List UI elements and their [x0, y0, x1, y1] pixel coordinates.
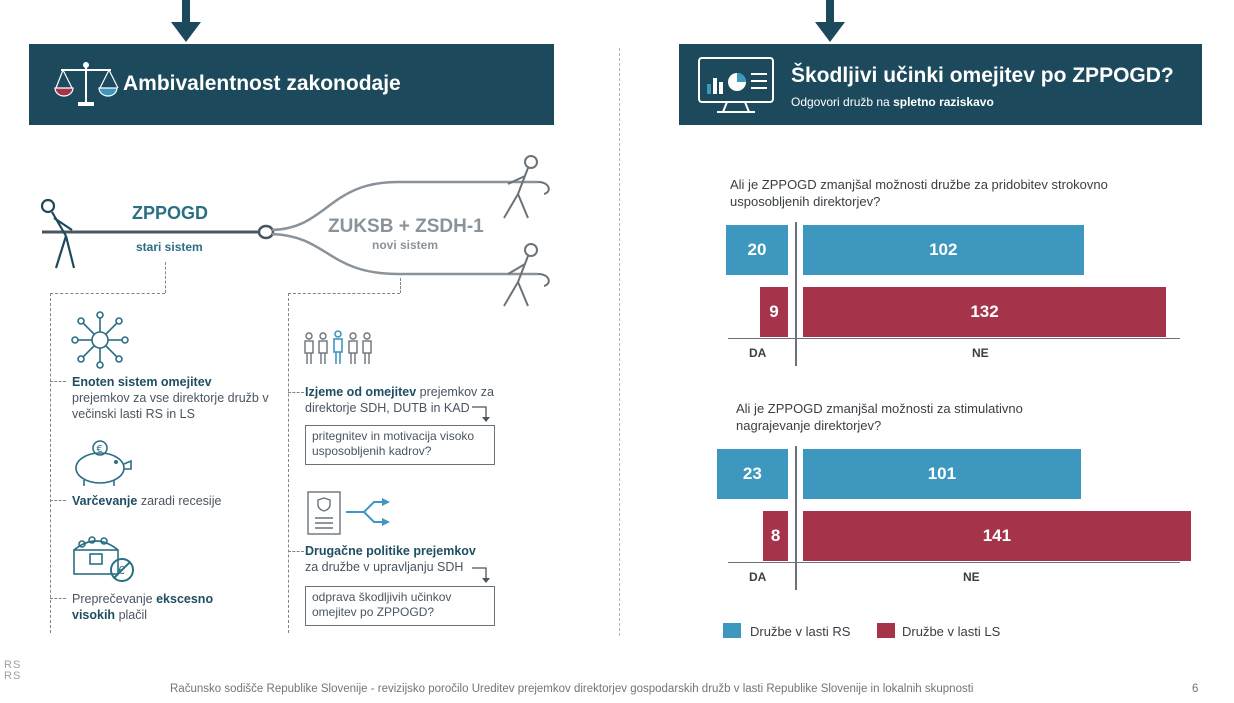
old-item-3-bold: ekscesno visokih [72, 592, 214, 622]
new-item-1-box: pritegnitev in motivacija visoko usposobljenih kadrov? [305, 425, 495, 465]
document-split-icon [302, 488, 394, 536]
chart-1-baseline [728, 338, 1180, 339]
chart-2-axis-line [795, 446, 797, 590]
old-item-1-text: prejemkov za vse direktorje družb v večinski lasti RS in LS [72, 391, 269, 421]
arrow-down-left-icon [168, 0, 204, 44]
left-banner-title: Ambivalentnost zakonodaje [123, 72, 401, 95]
bar-value: 132 [970, 302, 999, 321]
chart-1-bar-da-ls [760, 287, 788, 337]
bar-value: 141 [982, 526, 1012, 545]
chart-1-bar-da-rs [726, 225, 788, 275]
person-right-top-icon [504, 156, 549, 218]
subtitle-prefix: Odgovori družb na [791, 95, 890, 109]
old-item-2-bold: Varčevanje [72, 494, 138, 508]
left-banner [29, 44, 554, 125]
chart-2-bar-ne-ls [803, 511, 1191, 561]
new-item-1-bold: Izjeme od omejitev [305, 385, 417, 399]
chart-2-bar-da-ls [763, 511, 788, 561]
bar-value: 20 [747, 240, 767, 259]
chart-1-question: Ali je ZPPOGD zmanjšal možnosti družbe za pridobitev strokovno usposobljenih direktorjev? [730, 177, 1108, 209]
old-system-title: ZPPOGD [132, 203, 209, 223]
page-number: 6 [1192, 683, 1199, 695]
old-system-sub: stari sistem [136, 240, 203, 254]
arrow-down-right-icon [812, 0, 848, 44]
old-item-1-bold: Enoten sistem omejitev [72, 375, 212, 389]
footer-logo: RS RS [4, 659, 22, 682]
svg-text:€: € [118, 564, 125, 577]
bar-value: 8 [770, 526, 781, 545]
subtitle-bold: spletno raziskavo [893, 95, 994, 109]
chart-2-bar-da-rs [717, 449, 788, 499]
legend-swatch-ls [877, 623, 895, 638]
chart-1-bar-ne-ls [803, 287, 1166, 337]
new-system-sub: novi sistem [372, 238, 439, 252]
tug-of-war-illustration [28, 150, 588, 320]
chart-2-label-da: DA [749, 570, 767, 584]
network-icon [70, 310, 130, 370]
chart-1-bar-ne-rs [803, 225, 1084, 275]
svg-text:€: € [96, 444, 103, 455]
arrow-bend-icon-2 [472, 563, 496, 585]
person-left-icon [42, 200, 74, 268]
new-item-2-bold: Drugačne politike prejemkov [305, 544, 476, 558]
bar-value: 23 [742, 464, 762, 483]
old-item-1 [72, 374, 272, 422]
piggy-bank-icon [70, 438, 134, 488]
new-item-2-box: odprava škodljivih učinkov omejitev po ZPPOGD? [305, 586, 495, 626]
new-item-1-text: prejemkov za direktorje SDH, DUTB in KAD [305, 385, 494, 415]
right-banner-title: Škodljivi učinki omejitev po ZPPOGD? [791, 64, 1174, 87]
old-item-3 [72, 591, 242, 623]
treasure-chest-icon [70, 528, 142, 584]
new-system-title: ZUKSB + ZSDH-1 [328, 216, 484, 237]
monitor-chart-icon [697, 56, 775, 114]
chart-2-question: Ali je ZPPOGD zmanjšal možnosti za stimulativno nagrajevanje direktorjev? [736, 401, 1023, 433]
footer-text: Računsko sodišče Republike Slovenije - revizijsko poročilo Ureditev prejemkov direktorjev gospodarskih družb v lasti Republike Slovenije in lokalnih skupnosti [170, 683, 974, 695]
bar-value: 9 [769, 302, 779, 321]
center-divider [619, 48, 620, 636]
legend-swatch-rs [723, 623, 741, 638]
old-item-2-text: zaradi recesije [140, 494, 222, 508]
chart-2-label-ne: NE [963, 570, 980, 584]
bar-value: 102 [929, 240, 958, 259]
scales-icon [51, 58, 121, 110]
old-item-3-post: plačil [118, 608, 148, 622]
chart-2-baseline [728, 562, 1180, 563]
old-item-3-pre: Preprečevanje [72, 592, 153, 606]
right-banner [679, 44, 1202, 125]
new-item-2-text: za družbe v upravljanju SDH [305, 560, 464, 574]
legend-label-rs: Družbe v lasti RS [750, 624, 851, 639]
chart-2-bar-ne-rs [803, 449, 1081, 499]
people-group-icon [302, 328, 376, 368]
chart-1-axis-line [795, 222, 797, 366]
chart-1-label-da: DA [749, 346, 767, 360]
bar-value: 101 [927, 464, 957, 483]
old-item-2 [72, 493, 272, 509]
chart-1-label-ne: NE [972, 346, 989, 360]
arrow-bend-icon [472, 402, 496, 424]
right-banner-subtitle [791, 95, 994, 109]
legend-label-ls: Družbe v lasti LS [902, 624, 1001, 639]
